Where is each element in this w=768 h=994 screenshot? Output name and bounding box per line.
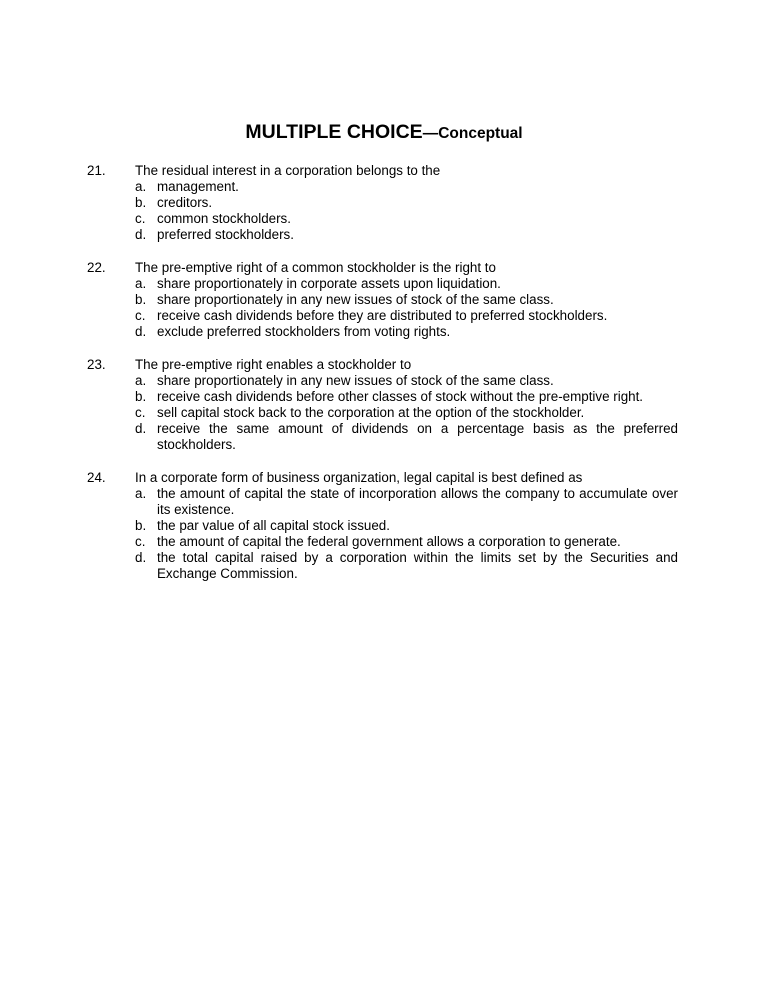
option-letter: d.: [135, 421, 147, 436]
option-letter: b.: [135, 195, 147, 210]
option-letter: b.: [135, 518, 147, 533]
option-text: share proportionately in any new issues of stock of the same class.: [157, 373, 554, 388]
question-21: [0, 163, 768, 243]
option-letter: b.: [135, 389, 147, 404]
question-stem: In a corporate form of business organization, legal capital is best defined as: [135, 470, 583, 485]
option-letter: c.: [135, 308, 146, 323]
option-text: the amount of capital the state of incorporation allows the company to accumulate over its existence.: [157, 486, 678, 517]
question-stem: The residual interest in a corporation belongs to the: [135, 163, 441, 178]
question-stem: The pre-emptive right of a common stockholder is the right to: [135, 260, 496, 275]
question-list: [0, 163, 768, 599]
answer-option-a: [135, 179, 678, 195]
question-stem: The pre-emptive right enables a stockholder to: [135, 357, 412, 372]
option-letter: a.: [135, 276, 147, 291]
question-number: 24.: [87, 470, 106, 485]
option-letter: d.: [135, 227, 147, 242]
answer-option-b: [135, 518, 678, 534]
answer-option-d: [135, 421, 678, 453]
answer-option-d: [135, 227, 678, 243]
option-text: exclude preferred stockholders from voting rights.: [157, 324, 451, 339]
question-body: [135, 357, 678, 453]
option-text: receive the same amount of dividends on a percentage basis as the preferred stockholders.: [157, 421, 678, 452]
answer-option-c: [135, 308, 678, 324]
option-letter: a.: [135, 373, 147, 388]
question-number: 23.: [87, 357, 106, 372]
answer-option-c: [135, 405, 678, 421]
option-letter: d.: [135, 550, 147, 565]
answer-option-b: [135, 195, 678, 211]
option-text: sell capital stock back to the corporation at the option of the stockholder.: [157, 405, 585, 420]
heading-main: MULTIPLE CHOICE: [245, 121, 423, 143]
answer-option-c: [135, 534, 678, 550]
question-24: [0, 470, 768, 582]
question-body: [135, 163, 678, 243]
heading-subtitle: —Conceptual: [422, 125, 523, 142]
answer-option-b: [135, 292, 678, 308]
option-text: receive cash dividends before they are distributed to preferred stockholders.: [157, 308, 608, 323]
answer-option-c: [135, 211, 678, 227]
option-text: common stockholders.: [157, 211, 291, 226]
question-body: [135, 260, 678, 340]
option-text: creditors.: [157, 195, 213, 210]
question-22: [0, 260, 768, 340]
answer-option-b: [135, 389, 678, 405]
answer-option-a: [135, 486, 678, 518]
option-text: the total capital raised by a corporation within the limits set by the Securities and Exchange Commission.: [157, 550, 678, 581]
option-letter: c.: [135, 534, 146, 549]
option-text: share proportionately in any new issues of stock of the same class.: [157, 292, 554, 307]
option-text: the par value of all capital stock issued.: [157, 518, 390, 533]
option-text: preferred stockholders.: [157, 227, 294, 242]
option-text: share proportionately in corporate assets upon liquidation.: [157, 276, 501, 291]
answer-option-d: [135, 324, 678, 340]
option-text: management.: [157, 179, 239, 194]
answer-option-a: [135, 373, 678, 389]
option-letter: a.: [135, 179, 147, 194]
question-23: [0, 357, 768, 453]
option-letter: c.: [135, 211, 146, 226]
answer-option-a: [135, 276, 678, 292]
section-heading: [0, 120, 768, 146]
option-letter: c.: [135, 405, 146, 420]
question-number: 22.: [87, 260, 106, 275]
option-text: the amount of capital the federal government allows a corporation to generate.: [157, 534, 621, 549]
question-body: [135, 470, 678, 582]
option-letter: d.: [135, 324, 147, 339]
option-letter: a.: [135, 486, 147, 501]
answer-option-d: [135, 550, 678, 582]
option-text: receive cash dividends before other classes of stock without the pre-emptive right.: [157, 389, 644, 404]
option-letter: b.: [135, 292, 147, 307]
question-number: 21.: [87, 163, 106, 178]
